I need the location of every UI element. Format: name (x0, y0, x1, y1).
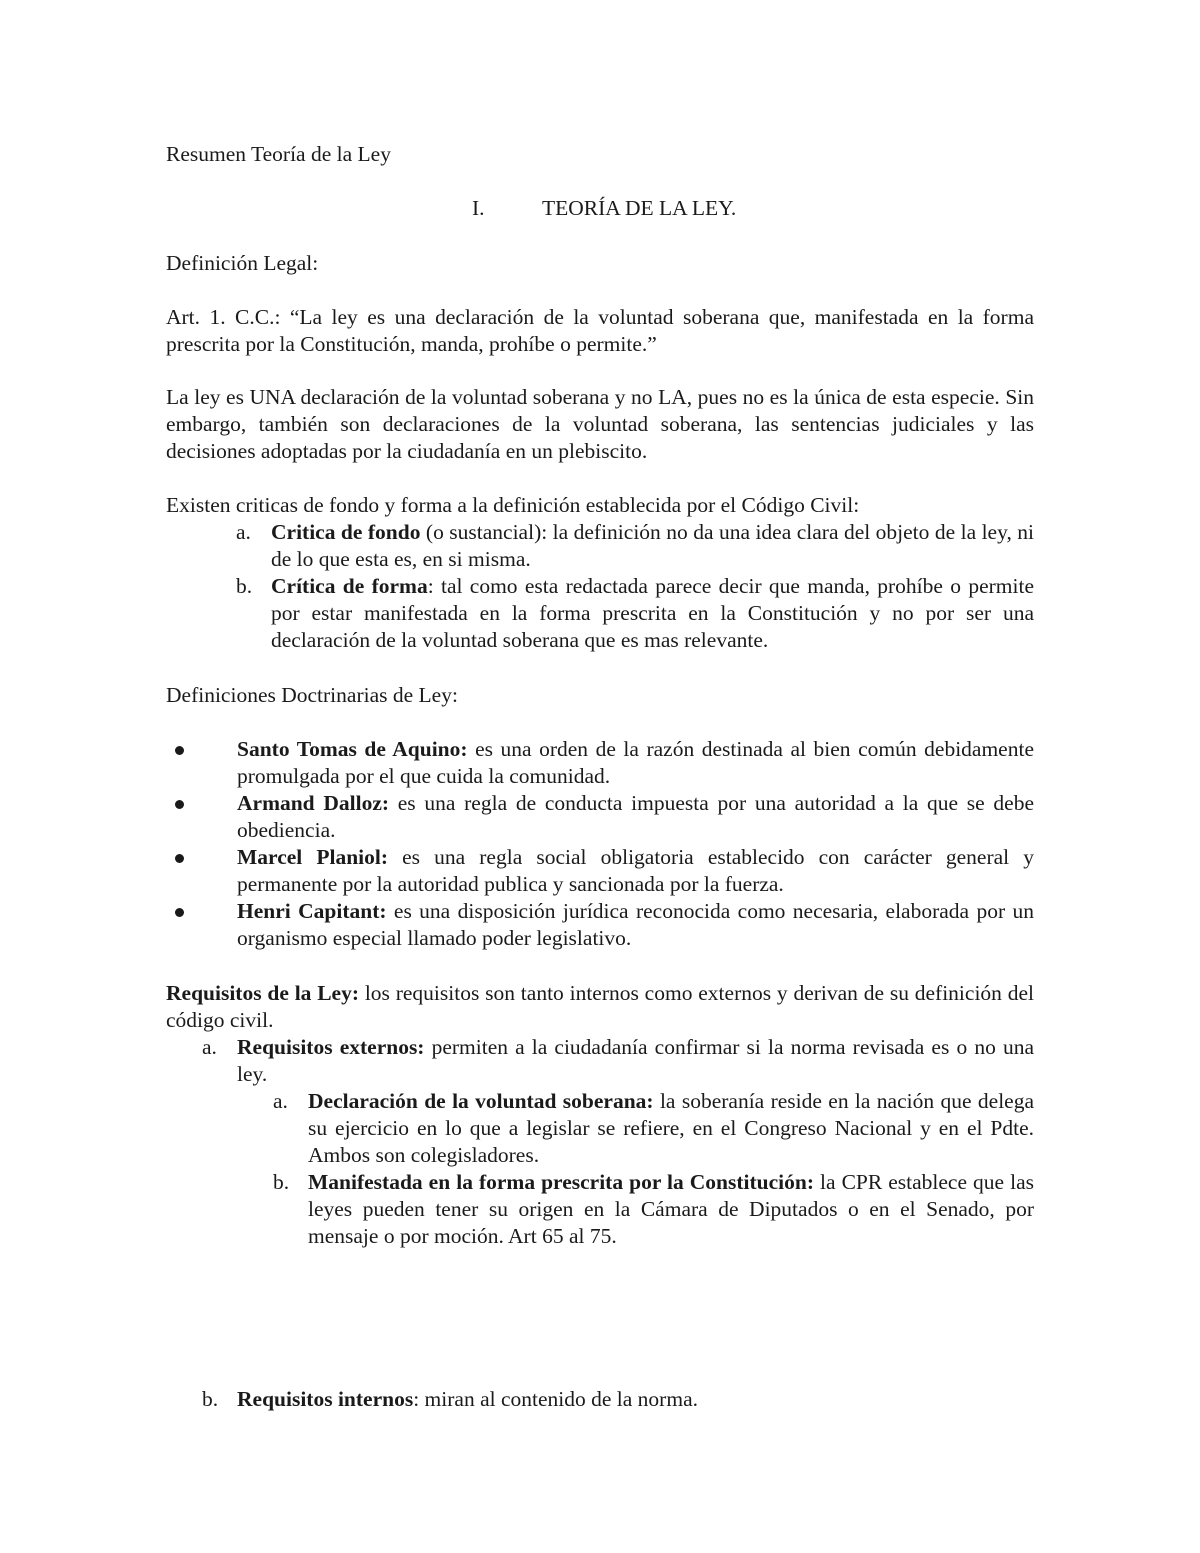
doctrinarias-label: Definiciones Doctrinarias de Ley: (166, 683, 458, 707)
list-item (236, 519, 1035, 573)
doctrina-text: es una orden de la razón destinada al bien común debidamente promulgada por el que cuida la comunidad. (237, 737, 1034, 788)
requisitos-paragraph (166, 980, 1034, 1034)
article-1-quote: Art. 1. C.C.: “La ley es una declaración de la voluntad soberana que, manifestada en la forma prescrita por la Constitución, manda, prohíbe o permite.” (166, 305, 1034, 356)
list-marker: b. (273, 1170, 290, 1194)
critica-forma-text: : tal como esta redactada parece decir que manda, prohíbe o permite por estar manifestada en la forma prescrita en la Constitución y no por ser una declaración de la voluntad soberana que es mas relevante. (271, 574, 1034, 652)
list-item (273, 1088, 1034, 1169)
list-marker: a. (236, 520, 251, 544)
list-marker: b. (236, 574, 253, 598)
sub-requisito-term: Manifestada en la forma prescrita por la Constitución: (308, 1170, 814, 1194)
requisitos-externos-item (202, 1034, 1034, 1088)
list-item (237, 790, 1034, 844)
definicion-legal-label: Definición Legal: (166, 251, 319, 275)
requisitos-externos-term: Requisitos externos: (237, 1035, 425, 1059)
bullet-icon (175, 746, 184, 755)
sub-requisito-text: la CPR establece que las leyes pueden tener su origen en la Cámara de Diputados o en el Senado, por mensaje o por moción. Art 65 al 75. (308, 1170, 1034, 1248)
critica-fondo-term: Critica de fondo (271, 520, 421, 544)
bullet-icon (175, 854, 184, 863)
section-heading (472, 195, 736, 222)
section-heading-text: TEORÍA DE LA LEY. (542, 196, 737, 220)
doctrina-author: Henri Capitant: (237, 899, 387, 923)
list-item (202, 1034, 1034, 1088)
bullet-icon (175, 908, 184, 917)
section-number: I. (472, 196, 485, 220)
list-marker: a. (273, 1089, 288, 1113)
list-item (273, 1169, 1034, 1250)
bullet-icon (175, 800, 184, 809)
criticas-list (236, 519, 1035, 654)
doctrina-author: Santo Tomas de Aquino: (237, 737, 468, 761)
doctrina-author: Armand Dalloz: (237, 791, 390, 815)
doctrina-text: es una regla social obligatoria establecido con carácter general y permanente por la autoridad publica y sancionada por la fuerza. (237, 845, 1034, 896)
list-item (202, 1386, 1034, 1413)
requisitos-externos-sublist (273, 1088, 1034, 1250)
doctrinarias-list (237, 736, 1034, 952)
requisitos-text: los requisitos son tanto internos como externos y derivan de su definición del código civil. (166, 981, 1034, 1032)
requisitos-internos-item (202, 1386, 1034, 1413)
doctrina-author: Marcel Planiol: (237, 845, 389, 869)
requisitos-term: Requisitos de la Ley: (166, 981, 360, 1005)
list-item (236, 573, 1034, 654)
sub-requisito-text: la soberanía reside en la nación que delega su ejercicio en lo que a legislar se refiere, en el Congreso Nacional y en el Pdte. Ambos son colegisladores. (308, 1089, 1034, 1167)
critica-fondo-text: (o sustancial): la definición no da una idea clara del objeto de la ley, ni de lo que esta es, en si misma. (271, 520, 1035, 571)
list-item (237, 898, 1034, 952)
criticas-intro: Existen criticas de fondo y forma a la definición establecida por el Código Civil: (166, 493, 860, 517)
paragraph-una-declaracion: La ley es UNA declaración de la voluntad soberana y no LA, pues no es la única de esta especie. Sin embargo, también son declaraciones de la voluntad soberana, las sentencias judiciales y las decisiones adoptadas por la ciudadanía en un plebiscito. (166, 385, 1034, 463)
sub-requisito-term: Declaración de la voluntad soberana: (308, 1089, 654, 1113)
critica-forma-term: Crítica de forma (271, 574, 428, 598)
list-marker: b. (202, 1387, 219, 1411)
list-marker: a. (202, 1035, 217, 1059)
requisitos-internos-term: Requisitos internos (237, 1387, 414, 1411)
list-item (237, 844, 1034, 898)
list-item (237, 736, 1034, 790)
doctrina-text: es una disposición jurídica reconocida como necesaria, elaborada por un organismo especial llamado poder legislativo. (237, 899, 1034, 950)
document-title: Resumen Teoría de la Ley (166, 142, 391, 166)
requisitos-internos-text: : miran al contenido de la norma. (413, 1387, 698, 1411)
doctrina-text: es una regla de conducta impuesta por una autoridad a la que se debe obediencia. (237, 791, 1034, 842)
requisitos-externos-text: permiten a la ciudadanía confirmar si la norma revisada es o no una ley. (237, 1035, 1034, 1086)
